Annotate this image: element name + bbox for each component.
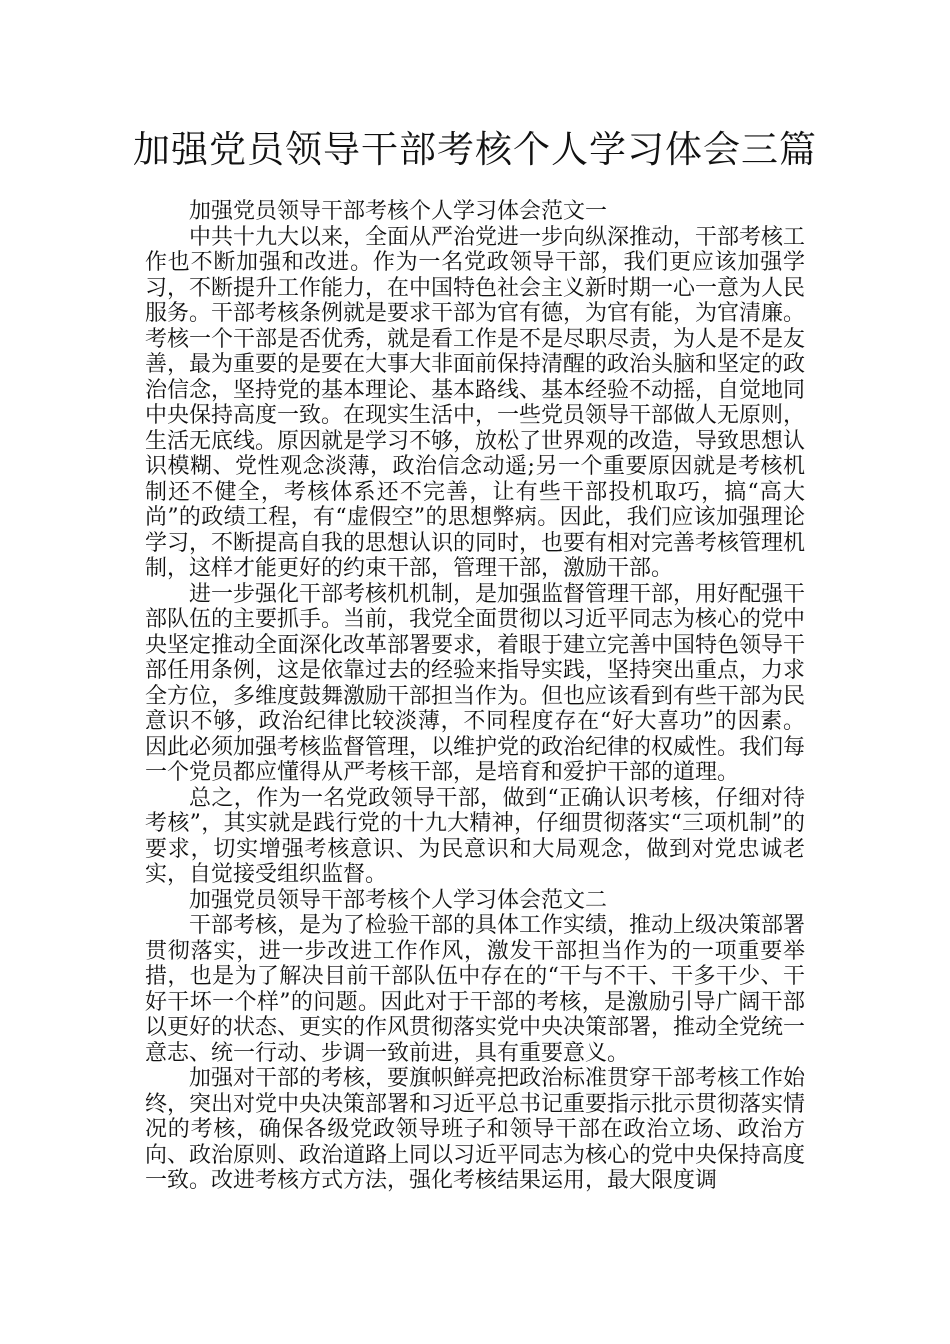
paragraph: 进一步强化干部考核机机制，是加强监督管理干部，用好配强干部队伍的主要抓手。当前，我党全面贯彻以习近平同志为核心的党中央坚定推动全面深化改革部署要求，着眼于建立完善中国特色领导干部任用条例，这是依靠过去的经验来指导实践，坚持突出重点，力求全方位，多维度鼓舞激励干部担当作为。但也应该看到有些干部为民意识不够，政治纪律比较淡薄，不同程度存在“好大喜功”的因素。因此必须加强考核监督管理，以维护党的政治纪律的权威性。我们每一个党员都应懂得从严考核干部，是培育和爱护干部的道理。 [145, 581, 806, 785]
paragraph: 总之，作为一名党政领导干部，做到“正确认识考核，仔细对待考核”，其实就是践行党的十九大精神，仔细贯彻落实“三项机制”的要求，切实增强考核意识、为民意识和大局观念，做到对党忠诚老实，自觉接受组织监督。 [145, 785, 805, 887]
paragraph: 中共十九大以来，全面从严治党进一步向纵深推动，干部考核工作也不断加强和改进。作为一名党政领导干部，我们更应该加强学习，不断提升工作能力，在中国特色社会主义新时期一心一意为人民服务。干部考核条例就是要求干部为官有德，为官有能，为官清廉。考核一个干部是否优秀，就是看工作是不是尽职尽责，为人是不是友善，最为重要的是要在大事大非面前保持清醒的政治头脑和坚定的政治信念，坚持党的基本理论、基本路线、基本经验不动摇，自觉地同中央保持高度一致。在现实生活中，一些党员领导干部做人无原则，生活无底线。原因就是学习不够，放松了世界观的改造，导致思想认识模糊、党性观念淡薄，政治信念动遥;另一个重要原因就是考核机制还不健全，考核体系还不完善，让有些干部投机取巧，搞“高大尚”的政绩工程，有“虚假空”的思想弊病。因此，我们应该加强理论学习，不断提高自我的思想认识的同时，也要有相对完善考核管理机制，这样才能更好的约束干部，管理干部，激励干部。 [145, 224, 806, 581]
paragraph: 干部考核，是为了检验干部的具体工作实绩，推动上级决策部署贯彻落实，进一步改进工作作风，激发干部担当作为的一项重要举措，也是为了解决目前干部队伍中存在的“干与不干、干多干少、干好干坏一个样”的问题。因此对于干部的考核，是激励引导广阔干部以更好的状态、更实的作风贯彻落实党中央决策部署，推动全党统一意志、统一行动、步调一致前进，具有重要意义。 [145, 913, 806, 1066]
paragraph: 加强对干部的考核，要旗帜鲜亮把政治标准贯穿干部考核工作始终，突出对党中央决策部署和习近平总书记重要指示批示贯彻落实情况的考核，确保各级党政领导班子和领导干部在政治立场、政治方向、政治原则、政治道路上同以习近平同志为核心的党中央保持高度一致。改进考核方式方法，强化考核结果运用，最大限度调 [145, 1066, 806, 1193]
document-title: 加强党员领导干部考核个人学习体会三篇 [133, 128, 817, 171]
section-heading-2: 加强党员领导干部考核个人学习体会范文二 [189, 887, 608, 913]
document-body [145, 199, 805, 1194]
section-heading-1: 加强党员领导干部考核个人学习体会范文一 [189, 199, 608, 224]
